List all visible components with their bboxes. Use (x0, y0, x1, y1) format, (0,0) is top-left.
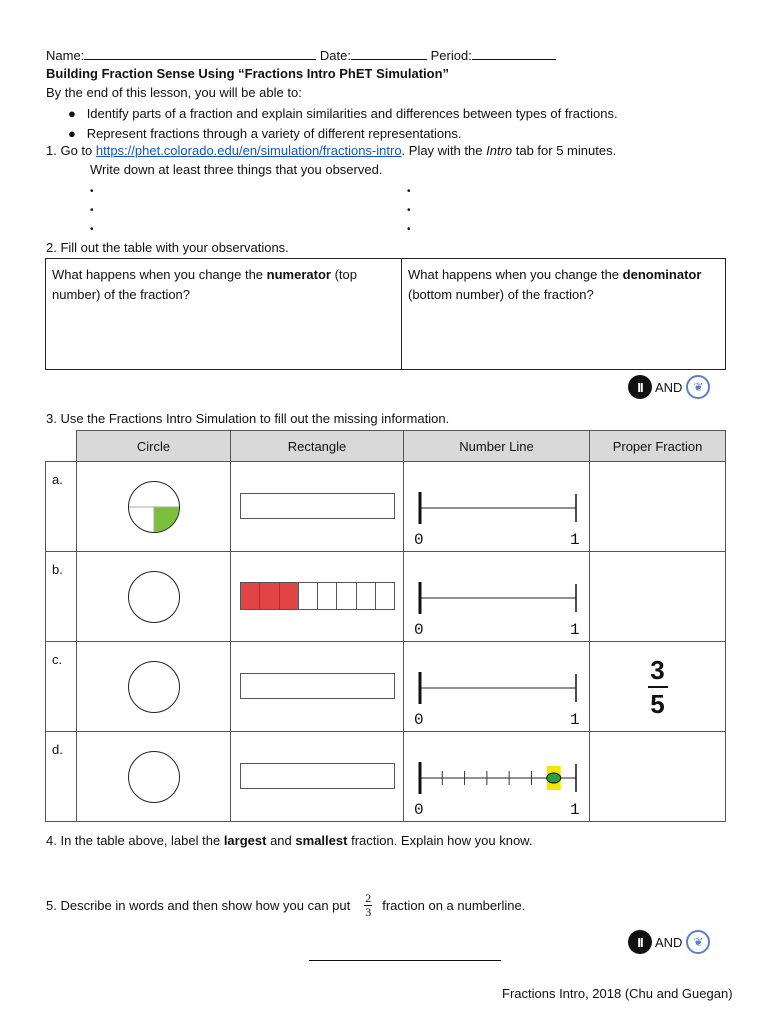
answer-line[interactable] (309, 960, 501, 961)
empty-segment (357, 583, 376, 609)
number-line-start-label: 0 (414, 621, 424, 639)
number-line (404, 552, 589, 641)
observation-bullets-right[interactable]: • • • (407, 186, 411, 235)
number-line-start-label: 0 (414, 531, 424, 549)
checkpoint-badge (628, 375, 710, 399)
name-label: Name: (46, 48, 85, 63)
circle-shape (128, 751, 180, 803)
row-label: d. (46, 732, 77, 822)
teacher-logo-icon: ❦ (686, 930, 710, 954)
circle-cell[interactable] (77, 732, 231, 822)
col-header: Proper Fraction (590, 431, 726, 462)
empty-segment (318, 583, 337, 609)
inline-fraction: $\frac{2}{3}$ (365, 891, 372, 919)
row-label: b. (46, 552, 77, 642)
number-line-end-label: 1 (570, 531, 580, 549)
number-line-end-label: 1 (570, 711, 580, 729)
table-row (46, 462, 726, 552)
proper-fraction (648, 656, 668, 718)
filled-segment (260, 583, 279, 609)
fraction-cell[interactable] (590, 732, 726, 822)
number-line (404, 462, 589, 551)
objective-item: ● Identify parts of a fraction and explain similarities and differences between types of fractions. (68, 106, 618, 121)
objective-item: ● Represent fractions through a variety of different representations. (68, 126, 462, 141)
pause-icon: II (628, 375, 652, 399)
numberline-cell[interactable] (404, 732, 590, 822)
numerator-cell[interactable]: What happens when you change the numerator (top number) of the fraction? (46, 259, 402, 370)
period-field[interactable] (472, 47, 556, 60)
number-line-start-label: 0 (414, 801, 424, 819)
col-header: Circle (77, 431, 231, 462)
number-line-point (547, 773, 561, 783)
segmented-rectangle (240, 582, 395, 610)
name-field[interactable] (84, 47, 316, 60)
footer-credit: Fractions Intro, 2018 (Chu and Guegan) (502, 986, 733, 1001)
question-4: 4. In the table above, label the largest and smallest fraction. Explain how you know. (46, 833, 533, 848)
header-line (46, 47, 556, 63)
objectives-list (68, 104, 618, 144)
circle-shape (128, 661, 180, 713)
period-label: Period: (430, 48, 472, 63)
q1-instruction: Write down at least three things that you observed. (90, 162, 383, 177)
number-line-end-label: 1 (570, 621, 580, 639)
filled-segment (241, 583, 260, 609)
number-line-start-label: 0 (414, 711, 424, 729)
rectangle-shape (240, 673, 395, 699)
fraction-cell[interactable] (590, 552, 726, 642)
col-header: Number Line (404, 431, 590, 462)
fraction-bar (648, 686, 668, 688)
empty-segment (299, 583, 318, 609)
question-5: 5. Describe in words and then show how you can put $\frac{2}{3}$ fraction on a numberline. (46, 891, 526, 919)
question-2: 2. Fill out the table with your observations. (46, 240, 289, 255)
intro-text: By the end of this lesson, you will be able to: (46, 85, 302, 100)
filled-segment (280, 583, 299, 609)
date-field[interactable] (351, 47, 427, 60)
table-row (46, 732, 726, 822)
phet-link[interactable]: https://phet.colorado.edu/en/simulation/fractions-intro (95, 143, 402, 158)
rectangle-cell[interactable] (231, 642, 404, 732)
observation-bullets-left[interactable]: • • • (90, 186, 94, 235)
rectangle-cell[interactable] (231, 732, 404, 822)
observation-table (45, 258, 726, 370)
fraction-cell[interactable] (590, 462, 726, 552)
empty-segment (337, 583, 356, 609)
numberline-cell[interactable] (404, 552, 590, 642)
circle-cell[interactable] (77, 552, 231, 642)
table-row (46, 552, 726, 642)
circle-cell[interactable] (77, 462, 231, 552)
representation-table (45, 430, 726, 822)
question-3: 3. Use the Fractions Intro Simulation to fill out the missing information. (46, 411, 450, 426)
circle-shape (128, 481, 180, 533)
pause-icon: II (628, 930, 652, 954)
denominator-cell[interactable]: What happens when you change the denominator (bottom number) of the fraction? (402, 259, 726, 370)
teacher-logo-icon: ❦ (686, 375, 710, 399)
empty-segment (376, 583, 394, 609)
table-row (46, 642, 726, 732)
rectangle-cell[interactable] (231, 552, 404, 642)
fraction-denominator: 5 (650, 688, 665, 719)
and-label: AND (655, 934, 683, 950)
and-label: AND (655, 379, 683, 395)
date-label: Date: (319, 48, 351, 63)
number-line-end-label: 1 (570, 801, 580, 819)
rectangle-shape (240, 763, 395, 789)
corner-cell (46, 431, 77, 462)
row-label: c. (46, 642, 77, 732)
circle-cell[interactable] (77, 642, 231, 732)
row-label: a. (46, 462, 77, 552)
question-1: 1. Go to https://phet.colorado.edu/en/simulation/fractions-intro. Play with the Intro tab for 5 minutes. (46, 143, 617, 158)
col-header: Rectangle (231, 431, 404, 462)
numberline-cell[interactable] (404, 462, 590, 552)
numberline-cell[interactable] (404, 642, 590, 732)
circle-shape (128, 571, 180, 623)
fraction-numerator: 3 (650, 654, 665, 685)
rectangle-cell[interactable] (231, 462, 404, 552)
checkpoint-badge (628, 930, 710, 954)
number-line (404, 642, 589, 731)
rectangle-shape (240, 493, 395, 519)
number-line (404, 732, 589, 821)
fraction-cell[interactable] (590, 642, 726, 732)
page-title: Building Fraction Sense Using “Fractions Intro PhET Simulation” (46, 66, 450, 81)
